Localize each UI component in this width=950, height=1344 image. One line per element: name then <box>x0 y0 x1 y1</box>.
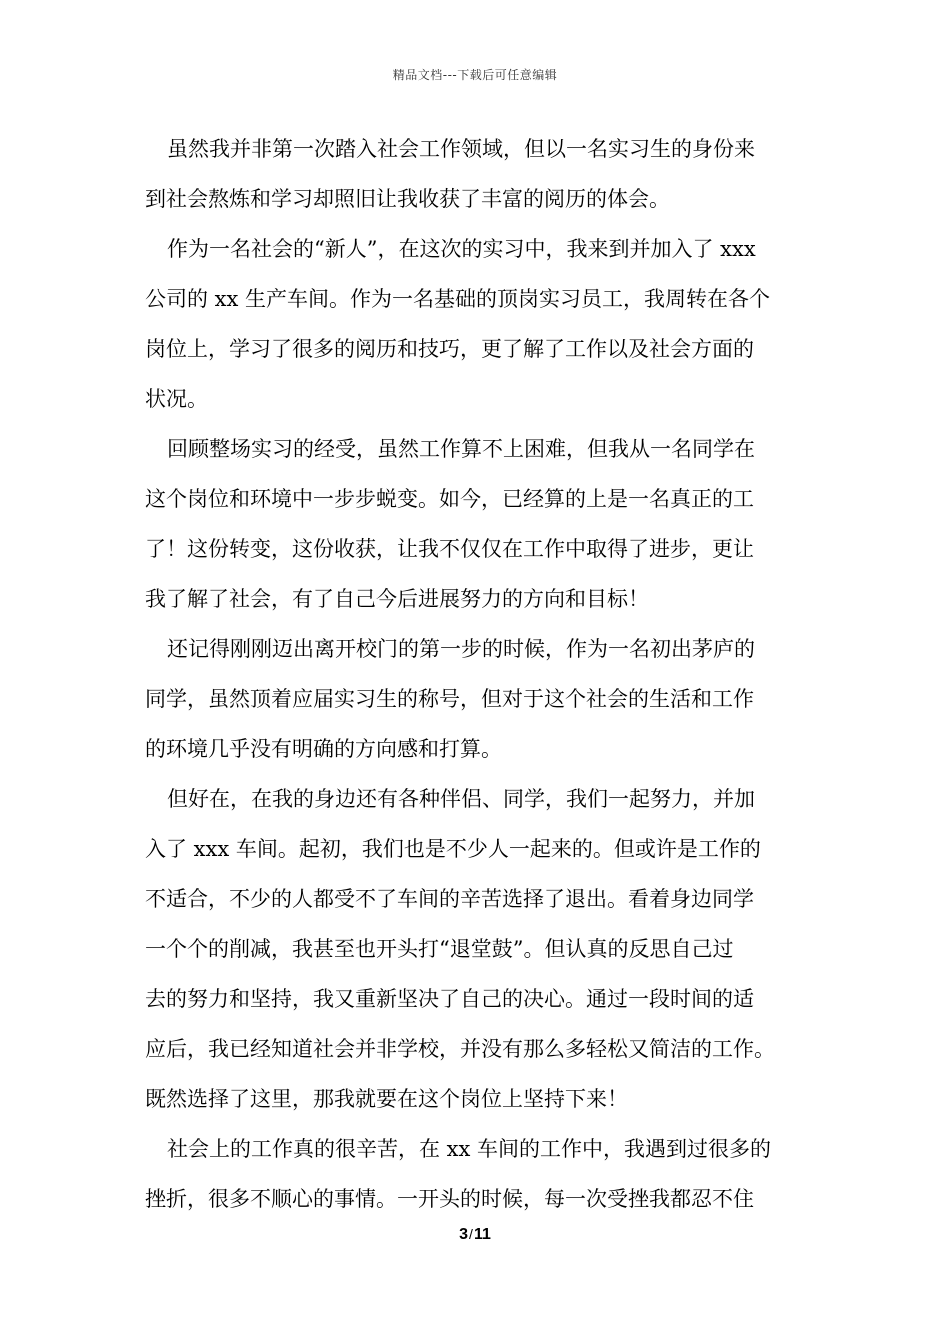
paragraph <box>145 124 810 224</box>
text-line: 去的努力和坚持，我又重新坚决了自己的决心。通过一段时间的适 <box>145 987 754 1011</box>
text-line: 虽然我并非第一次踏入社会工作领域，但以一名实习生的身份来 <box>167 137 755 161</box>
page-header: 精品文档---下载后可任意编辑 <box>392 68 558 82</box>
text-line: 社会上的工作真的很辛苦，在 xx 车间的工作中，我遇到过很多的 <box>167 1137 772 1161</box>
text-line: 挫折，很多不顺心的事情。一开头的时候，每一次受挫我都忍不住 <box>145 1187 754 1211</box>
text-line: 但好在，在我的身边还有各种伴侣、同学，我们一起努力，并加 <box>167 787 755 811</box>
text-line: 入了 xxx 车间。起初，我们也是不少人一起来的。但或许是工作的 <box>145 837 761 861</box>
paragraph <box>145 774 810 1124</box>
paragraph <box>145 424 810 624</box>
text-line: 的环境几乎没有明确的方向感和打算。 <box>145 737 502 761</box>
text-line: 既然选择了这里，那我就要在这个岗位上坚持下来！ <box>145 1087 628 1111</box>
text-line: 同学，虽然顶着应届实习生的称号，但对于这个社会的生活和工作 <box>145 687 754 711</box>
text-line: 了！这份转变，这份收获，让我不仅仅在工作中取得了进步，更让 <box>145 537 754 561</box>
text-line: 应后，我已经知道社会并非学校，并没有那么多轻松又简洁的工作。 <box>145 1037 775 1061</box>
paragraph <box>145 1124 810 1224</box>
page-number <box>0 1226 950 1244</box>
text-line: 到社会熬炼和学习却照旧让我收获了丰富的阅历的体会。 <box>145 187 670 211</box>
text-line: 公司的 xx 生产车间。作为一名基础的顶岗实习员工，我周转在各个 <box>145 287 771 311</box>
text-line: 我了解了社会，有了自己今后进展努力的方向和目标！ <box>145 587 649 611</box>
paragraph <box>145 224 810 424</box>
text-line: 回顾整场实习的经受，虽然工作算不上困难，但我从一名同学在 <box>167 437 755 461</box>
text-line: 还记得刚刚迈出离开校门的第一步的时候，作为一名初出茅庐的 <box>167 637 755 661</box>
paragraph <box>145 624 810 774</box>
text-line: 这个岗位和环境中一步步蜕变。如今，已经算的上是一名真正的工 <box>145 487 754 511</box>
text-line: 不适合，不少的人都受不了车间的辛苦选择了退出。看着身边同学 <box>145 887 754 911</box>
text-line: 状况。 <box>145 387 208 411</box>
total-pages-number: 11 <box>473 1226 491 1243</box>
text-line: 一个个的削减，我甚至也开头打“退堂鼓”。但认真的反思自己过 <box>145 937 734 961</box>
page-separator: / <box>469 1226 473 1242</box>
document-body <box>145 124 810 1224</box>
text-line: 岗位上，学习了很多的阅历和技巧，更了解了工作以及社会方面的 <box>145 337 754 361</box>
text-line: 作为一名社会的“新人”，在这次的实习中，我来到并加入了 xxx <box>167 237 756 261</box>
current-page-number: 3 <box>459 1226 469 1243</box>
